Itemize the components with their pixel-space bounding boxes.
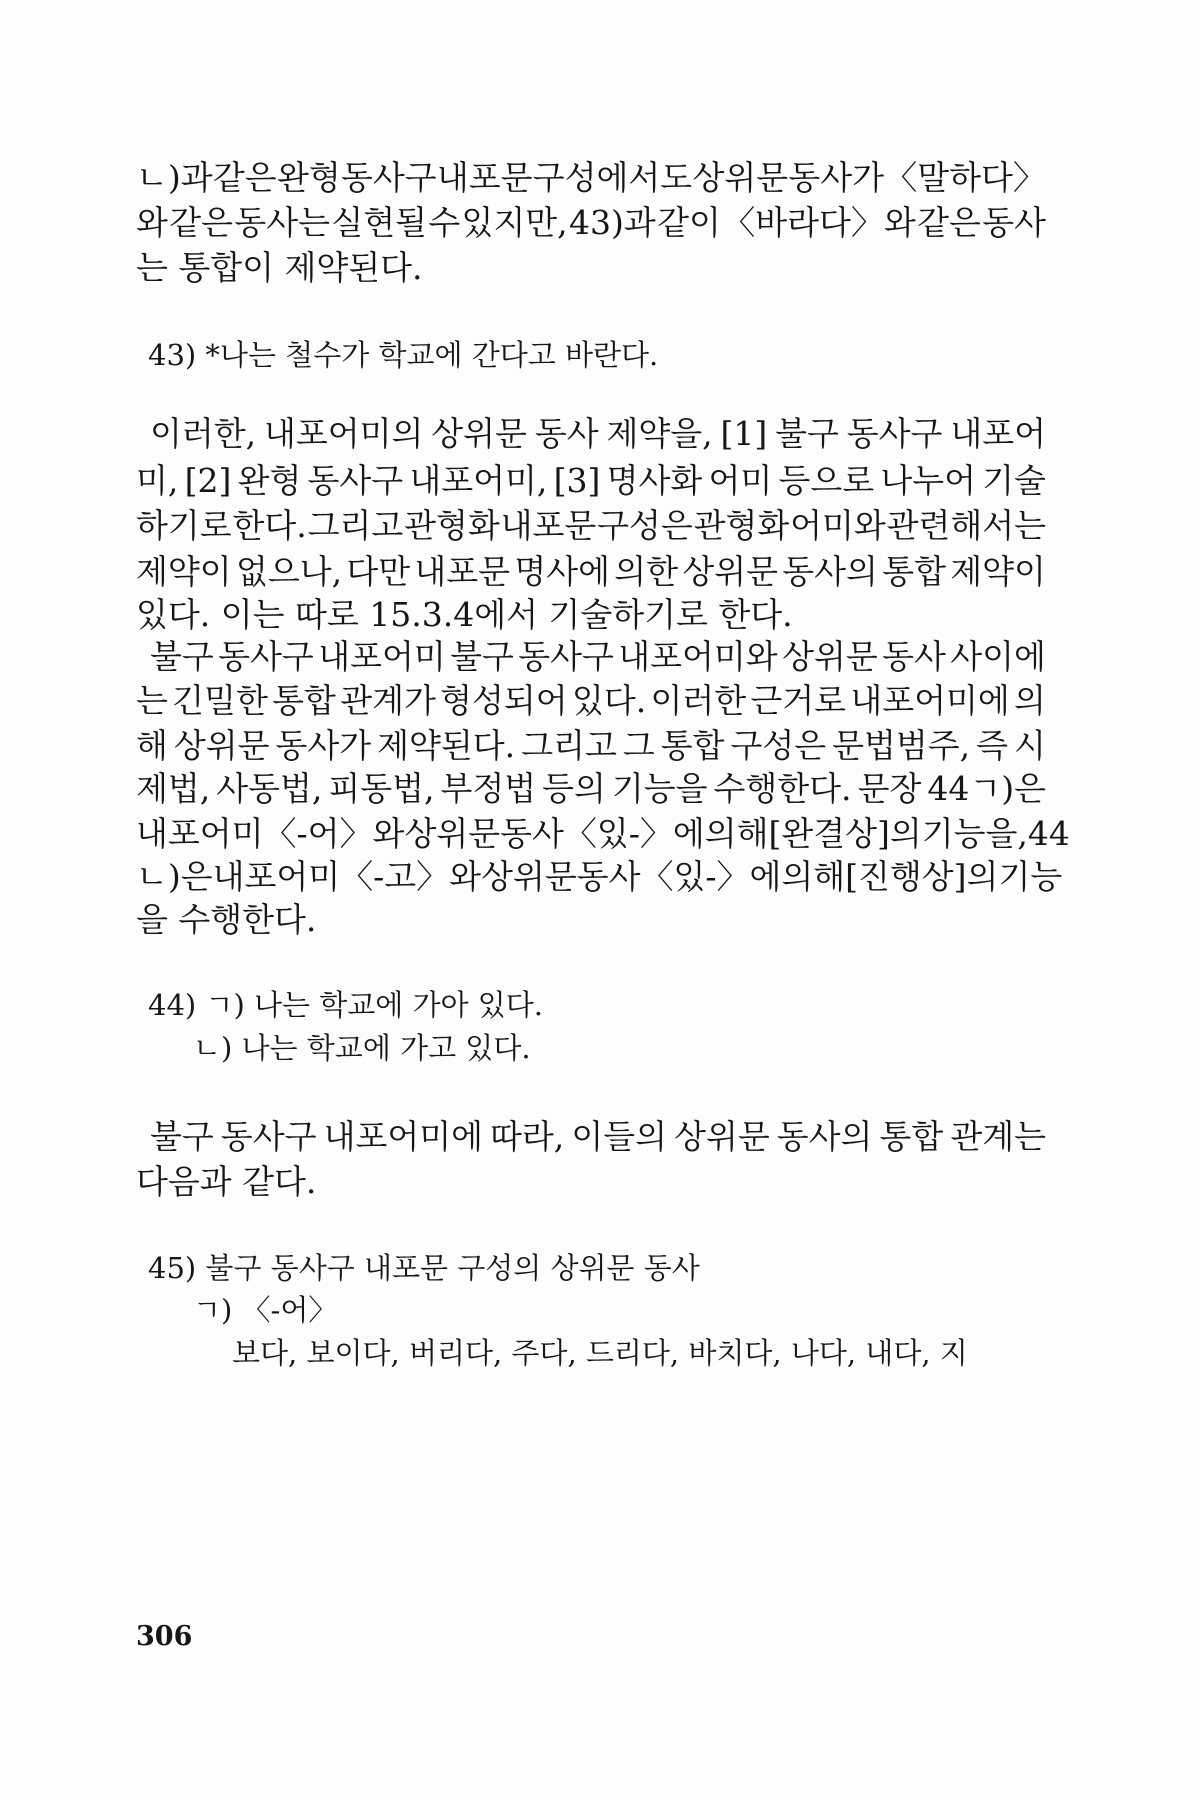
paragraph-line (136, 635, 1046, 679)
word: 어미와 (790, 506, 886, 545)
word: 43)과 (569, 203, 656, 242)
paragraph-line (136, 1115, 1046, 1159)
word: 상위문 (692, 158, 789, 197)
word: 이들의 (571, 1117, 667, 1156)
word: 〈있-〉에 (640, 857, 782, 896)
word: 같은 (212, 158, 277, 197)
word: 구성은 (597, 506, 693, 545)
word: 문장 (857, 769, 922, 808)
word: 기술 (982, 461, 1046, 500)
word: 제약된다. (377, 726, 516, 765)
word: [완결상]의 (768, 814, 922, 853)
word: 동사구 (340, 158, 437, 197)
word: 부정법 (440, 769, 537, 808)
word: 피동법, (328, 769, 435, 808)
word: 즉 (976, 726, 1009, 765)
word: 불구 (775, 414, 839, 453)
word: 상위문 (674, 1117, 770, 1156)
paragraph-line (136, 156, 1046, 200)
example-45-sub: ㄱ) 〈-어〉 (193, 1293, 338, 1327)
word: 상위문 (481, 857, 577, 896)
word: 같은 (169, 203, 233, 242)
word: [1] (720, 414, 768, 453)
word: 수 (428, 203, 461, 242)
word: 불구 (150, 637, 214, 676)
word: 내포어 (950, 414, 1046, 453)
word: 하기로 (136, 506, 232, 545)
word: 있다. (571, 681, 647, 720)
word: 따라, (490, 1117, 565, 1156)
word: 긴밀한 (172, 681, 268, 720)
word: 내포문 (500, 506, 597, 545)
word: 사동법, (216, 769, 323, 808)
paragraph-line (136, 855, 1063, 899)
word: 〈말하다〉 (884, 158, 1046, 197)
paragraph-line (136, 812, 1070, 856)
word: 기능을, (921, 814, 1028, 853)
word: 상위문 (173, 726, 270, 765)
example-45-verbs: 보다, 보이다, 버리다, 주다, 드리다, 바치다, 나다, 내다, 지 (232, 1336, 968, 1370)
paragraph-line: 을 수행한다. (136, 900, 317, 939)
word: 불구 (450, 637, 514, 676)
word: 는 (136, 681, 168, 720)
word: 44ㄱ)은 (927, 769, 1046, 808)
word: 형성되어 (440, 681, 568, 720)
word: 시 (1014, 726, 1046, 765)
paragraph-line: 있다. 이는 따로 15.3.4에서 기술하기로 한다. (136, 595, 793, 634)
word: 내포문 (414, 552, 511, 591)
word: 기능을 (611, 769, 708, 808)
word: 내포어미에 (850, 681, 1010, 720)
word: 상위문 (782, 637, 878, 676)
word: 통합 (882, 552, 946, 591)
word: 동사 (500, 814, 564, 853)
example-44b: ㄴ) 나는 학교에 가고 있다. (193, 1031, 531, 1065)
paragraph-line (136, 767, 1046, 811)
word: 이러한 (650, 681, 747, 720)
word: 동사의 (776, 1117, 873, 1156)
word: 44 (1027, 814, 1070, 853)
word: 구성에서도 (532, 158, 693, 197)
word: 〈바라다〉와 (722, 203, 916, 242)
word: 동사구 (218, 637, 314, 676)
paragraph-line (136, 550, 1046, 594)
word: 어미 (708, 461, 773, 500)
example-44a: 44) ㄱ) 나는 학교에 가아 있다. (148, 988, 543, 1022)
paragraph-line (136, 679, 1046, 723)
word: 다만 (346, 552, 411, 591)
paragraph-line: 다음과 같다. (136, 1162, 317, 1201)
word: 의 (1014, 681, 1046, 720)
word: 완형 (276, 158, 341, 197)
word: 동사 (982, 203, 1046, 242)
word: 동사 (534, 414, 599, 453)
word: 관계는 (950, 1117, 1046, 1156)
word: 불구 (150, 1117, 214, 1156)
paragraph-line (136, 459, 1046, 503)
word: 〈-어〉와 (263, 814, 405, 853)
word: 같이 (657, 203, 721, 242)
word: 해 (136, 726, 168, 765)
word: 명사화 (606, 461, 703, 500)
paragraph-line (136, 504, 1046, 548)
word: 등으로 (778, 461, 875, 500)
word: 동사구 (307, 461, 404, 500)
word: ㄴ)과 (136, 158, 213, 197)
word: 동사 (576, 857, 641, 896)
word: 등의 (542, 769, 606, 808)
word: 통합 (272, 681, 336, 720)
word: [3] (553, 461, 601, 500)
word: 사이에 (950, 637, 1046, 676)
word: 와 (136, 203, 168, 242)
word: 같은 (917, 203, 981, 242)
word: 상위문 (682, 552, 778, 591)
word: 통합 (660, 726, 725, 765)
word: 내포어미 (212, 857, 341, 896)
word: 동사구 (518, 637, 614, 676)
word: 〈있-〉에 (563, 814, 705, 853)
word: 완형 (237, 461, 302, 500)
example-43: 43) *나는 철수가 학교에 간다고 바란다. (148, 338, 659, 372)
word: 동사구 (220, 1117, 317, 1156)
word: 동사의 (782, 552, 878, 591)
word: 내포어미와 (618, 637, 778, 676)
word: 의해 (704, 814, 769, 853)
word: 이러한, (150, 414, 257, 453)
word: 그리고 (307, 506, 404, 545)
word: 동사 (882, 637, 946, 676)
word: 통합 (879, 1117, 944, 1156)
word: 기능 (998, 857, 1063, 896)
word: 나누어 (880, 461, 976, 500)
word: 제약을, (606, 414, 713, 453)
word: ㄴ)은 (136, 857, 213, 896)
word: 제약이 (136, 552, 232, 591)
word: 한다. (232, 506, 307, 545)
page-number: 306 (136, 1621, 193, 1652)
word: 내포문 (436, 158, 533, 197)
word: 제법, (136, 769, 211, 808)
word: 관계가 (340, 681, 436, 720)
paragraph-line (136, 724, 1046, 768)
word: 내포어미 (136, 814, 264, 853)
word: 근거로 (750, 681, 847, 720)
word: 의해 (781, 857, 846, 896)
example-45-title: 45) 불구 동사구 내포문 구성의 상위문 동사 (148, 1251, 700, 1285)
word: 없으나, (235, 552, 343, 591)
word: 문법범주, (832, 726, 971, 765)
word: 있지만, (461, 203, 568, 242)
word: 내포어미의 (264, 414, 424, 453)
paragraph-line: 는 통합이 제약된다. (136, 248, 423, 287)
word: [진행상]의 (845, 857, 999, 896)
word: 그리고 (521, 726, 617, 765)
word: 의한 (614, 552, 679, 591)
paragraph-line (136, 412, 1046, 456)
word: 미, (136, 461, 179, 500)
word: 동사가 (788, 158, 884, 197)
word: 실현될 (331, 203, 427, 242)
word: 내포어미, (409, 461, 548, 500)
word: 그 (622, 726, 655, 765)
word: 〈-고〉와 (340, 857, 482, 896)
word: 구성은 (730, 726, 827, 765)
word: 내포어미에 (323, 1117, 483, 1156)
paragraph-line (136, 201, 1046, 245)
word: [2] (184, 461, 232, 500)
word: 명사에 (514, 552, 610, 591)
word: 관련해서는 (886, 506, 1046, 545)
word: 동사구 (846, 414, 943, 453)
word: 제약이 (950, 552, 1046, 591)
word: 관형화 (404, 506, 500, 545)
word: 수행한다. (713, 769, 852, 808)
word: 상위문 (404, 814, 501, 853)
word: 동사가 (275, 726, 372, 765)
word: 상위문 (431, 414, 527, 453)
word: 내포어미 (318, 637, 446, 676)
word: 관형화 (693, 506, 790, 545)
word: 동사는 (234, 203, 330, 242)
